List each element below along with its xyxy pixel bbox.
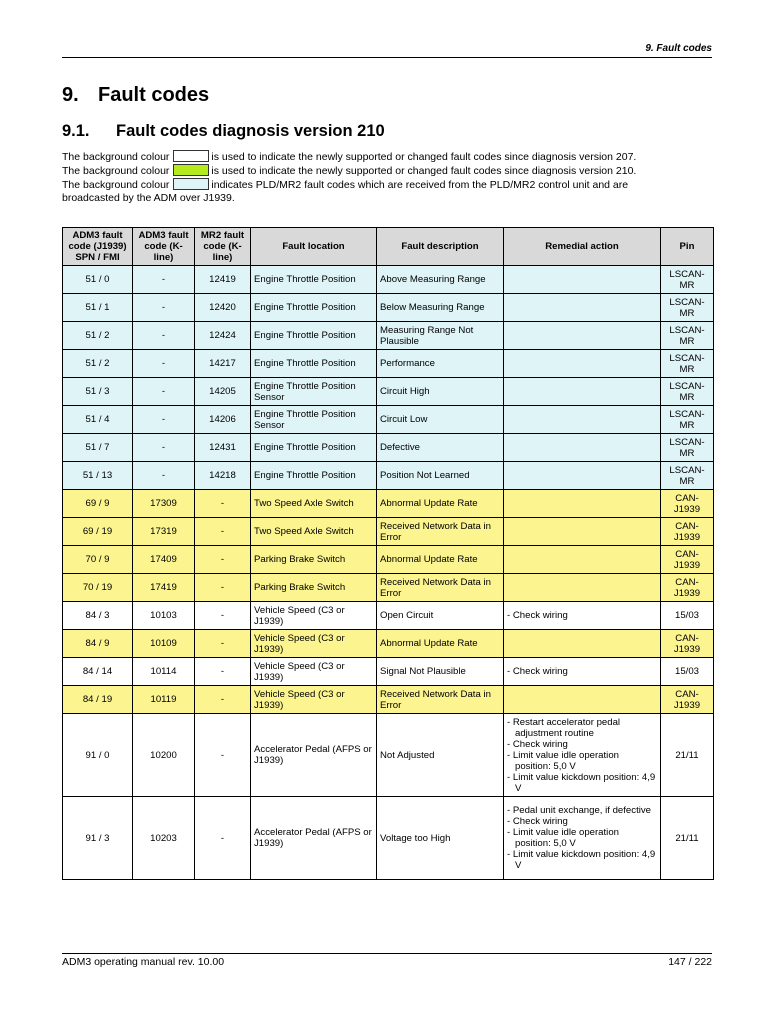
cell-mr2-code: - [195, 490, 251, 518]
cell-remedial-action [504, 686, 661, 714]
cell-mr2-code: 14217 [195, 350, 251, 378]
cell-fault-location: Parking Brake Switch [251, 574, 377, 602]
cell-remedial-action [504, 602, 661, 630]
cell-pin: LSCAN-MR [661, 266, 714, 294]
cell-remedial-action [504, 350, 661, 378]
remedy-item: - Pedal unit exchange, if defective [507, 805, 651, 816]
cell-pin: CAN-J1939 [661, 490, 714, 518]
cell-fault-location: Vehicle Speed (C3 or J1939) [251, 602, 377, 630]
cell-remedial-action [504, 797, 661, 880]
table-row [63, 546, 714, 574]
cell-mr2-code: - [195, 630, 251, 658]
cell-fault-location: Engine Throttle Position Sensor [251, 406, 377, 434]
cell-pin: LSCAN-MR [661, 294, 714, 322]
cell-mr2-code: - [195, 546, 251, 574]
cell-fault-description: Abnormal Update Rate [377, 490, 504, 518]
cell-spn-fmi: 51 / 0 [63, 266, 133, 294]
remedy-item: - Limit value idle operation position: 5,0 V [507, 827, 619, 849]
cell-remedial-action [504, 714, 661, 797]
cell-fault-description: Measuring Range Not Plausible [377, 322, 504, 350]
cell-adm3-code: - [133, 406, 195, 434]
cell-fault-description: Below Measuring Range [377, 294, 504, 322]
cell-spn-fmi: 51 / 4 [63, 406, 133, 434]
cell-fault-description: Circuit Low [377, 406, 504, 434]
cell-fault-location: Accelerator Pedal (AFPS or J1939) [251, 797, 377, 880]
cell-fault-location: Engine Throttle Position [251, 294, 377, 322]
intro-paragraph [62, 150, 712, 205]
cell-adm3-code: - [133, 266, 195, 294]
cell-spn-fmi: 51 / 13 [63, 462, 133, 490]
cell-fault-location: Two Speed Axle Switch [251, 518, 377, 546]
cell-spn-fmi: 51 / 7 [63, 434, 133, 462]
cell-adm3-code: - [133, 378, 195, 406]
section-number: 9.1. [62, 122, 90, 140]
cell-mr2-code: - [195, 686, 251, 714]
col-header-adm3: ADM3 fault code (K-line) [133, 228, 195, 266]
cell-pin: 15/03 [661, 602, 714, 630]
cell-fault-location: Engine Throttle Position [251, 350, 377, 378]
cell-fault-description: Voltage too High [377, 797, 504, 880]
page-footer [62, 953, 712, 968]
remedy-item: - Check wiring [507, 738, 568, 750]
running-head: 9. Fault codes [62, 43, 712, 58]
cell-spn-fmi: 51 / 2 [63, 350, 133, 378]
cell-mr2-code: 14218 [195, 462, 251, 490]
cell-mr2-code: - [195, 602, 251, 630]
chapter-title: Fault codes [98, 84, 210, 106]
cell-adm3-code: 10203 [133, 797, 195, 880]
col-header-spn: ADM3 fault code (J1939) SPN / FMI [63, 228, 133, 266]
cell-fault-description: Position Not Learned [377, 462, 504, 490]
remedy-item: - Check wiring [507, 666, 568, 677]
footer-page-number: 147 / 222 [668, 956, 712, 968]
cell-mr2-code: 14206 [195, 406, 251, 434]
cell-fault-description: Signal Not Plausible [377, 658, 504, 686]
cell-fault-location: Vehicle Speed (C3 or J1939) [251, 658, 377, 686]
cell-adm3-code: - [133, 350, 195, 378]
color-swatch-white [173, 150, 209, 162]
cell-spn-fmi: 51 / 2 [63, 322, 133, 350]
cell-remedial-action [504, 406, 661, 434]
cell-remedial-action [504, 490, 661, 518]
table-row [63, 350, 714, 378]
cell-fault-location: Engine Throttle Position [251, 434, 377, 462]
cell-remedial-action [504, 630, 661, 658]
cell-pin: CAN-J1939 [661, 630, 714, 658]
table-row [63, 462, 714, 490]
col-header-remedy: Remedial action [504, 228, 661, 266]
cell-pin: LSCAN-MR [661, 378, 714, 406]
cell-mr2-code: - [195, 797, 251, 880]
cell-remedial-action [504, 378, 661, 406]
table-row [63, 518, 714, 546]
cell-pin: CAN-J1939 [661, 574, 714, 602]
cell-remedial-action [504, 266, 661, 294]
cell-adm3-code: 10119 [133, 686, 195, 714]
cell-spn-fmi: 70 / 9 [63, 546, 133, 574]
cell-fault-description: Abnormal Update Rate [377, 546, 504, 574]
cell-fault-description: Received Network Data in Error [377, 518, 504, 546]
cell-fault-description: Circuit High [377, 378, 504, 406]
cell-fault-location: Engine Throttle Position [251, 266, 377, 294]
table-row [63, 378, 714, 406]
col-header-mr2: MR2 fault code (K-line) [195, 228, 251, 266]
fault-codes-table [62, 227, 714, 880]
cell-spn-fmi: 84 / 9 [63, 630, 133, 658]
cell-fault-description: Received Network Data in Error [377, 686, 504, 714]
remedy-item: - Limit value kickdown position: 4,9 V [507, 849, 656, 871]
cell-remedial-action [504, 294, 661, 322]
cell-adm3-code: - [133, 434, 195, 462]
intro-line-3: The background colour indicates PLD/MR2 fault codes which are received from the PLD/MR2 control unit and are [62, 179, 629, 191]
col-header-location: Fault location [251, 228, 377, 266]
table-row [63, 294, 714, 322]
cell-mr2-code: - [195, 518, 251, 546]
footer-manual-title: ADM3 operating manual rev. 10.00 [62, 956, 225, 968]
cell-fault-location: Vehicle Speed (C3 or J1939) [251, 630, 377, 658]
cell-fault-location: Engine Throttle Position [251, 462, 377, 490]
remedy-item: - Check wiring [507, 610, 568, 621]
cell-pin: CAN-J1939 [661, 686, 714, 714]
table-row [63, 797, 714, 880]
cell-remedial-action [504, 322, 661, 350]
table-row [63, 714, 714, 797]
cell-remedial-action [504, 546, 661, 574]
cell-fault-location: Vehicle Speed (C3 or J1939) [251, 686, 377, 714]
cell-spn-fmi: 69 / 9 [63, 490, 133, 518]
remedy-item: - Limit value kickdown position: 4,9 V [507, 771, 656, 794]
cell-spn-fmi: 69 / 19 [63, 518, 133, 546]
intro-line-2: The background colour is used to indicate the newly supported or changed fault codes since diagnosis version 210. [62, 165, 637, 177]
color-swatch-green [173, 164, 209, 176]
table-row [63, 686, 714, 714]
cell-pin: 21/11 [661, 797, 714, 880]
cell-remedial-action [504, 518, 661, 546]
cell-adm3-code: 10114 [133, 658, 195, 686]
table-row [63, 322, 714, 350]
intro-line-4: broadcasted by the ADM over J1939. [62, 192, 235, 204]
col-header-description: Fault description [377, 228, 504, 266]
cell-fault-description: Abnormal Update Rate [377, 630, 504, 658]
cell-fault-description: Above Measuring Range [377, 266, 504, 294]
cell-spn-fmi: 84 / 14 [63, 658, 133, 686]
cell-adm3-code: - [133, 294, 195, 322]
cell-mr2-code: - [195, 658, 251, 686]
cell-adm3-code: 17419 [133, 574, 195, 602]
cell-adm3-code: 17309 [133, 490, 195, 518]
cell-mr2-code: - [195, 574, 251, 602]
cell-spn-fmi: 70 / 19 [63, 574, 133, 602]
cell-mr2-code: 12420 [195, 294, 251, 322]
cell-fault-description: Received Network Data in Error [377, 574, 504, 602]
cell-spn-fmi: 84 / 3 [63, 602, 133, 630]
col-header-pin: Pin [661, 228, 714, 266]
table-row [63, 602, 714, 630]
table-row [63, 434, 714, 462]
table-row [63, 266, 714, 294]
table-row [63, 406, 714, 434]
cell-adm3-code: - [133, 462, 195, 490]
remedy-item: - Check wiring [507, 816, 568, 827]
table-row [63, 658, 714, 686]
cell-pin: 15/03 [661, 658, 714, 686]
cell-spn-fmi: 91 / 0 [63, 714, 133, 797]
chapter-heading [62, 84, 209, 107]
cell-fault-location: Two Speed Axle Switch [251, 490, 377, 518]
table-row [63, 490, 714, 518]
cell-fault-description: Defective [377, 434, 504, 462]
cell-spn-fmi: 51 / 1 [63, 294, 133, 322]
cell-remedial-action [504, 574, 661, 602]
cell-remedial-action [504, 462, 661, 490]
cell-spn-fmi: 51 / 3 [63, 378, 133, 406]
cell-pin: 21/11 [661, 714, 714, 797]
cell-spn-fmi: 91 / 3 [63, 797, 133, 880]
cell-spn-fmi: 84 / 19 [63, 686, 133, 714]
section-title: Fault codes diagnosis version 210 [116, 122, 385, 140]
cell-fault-location: Engine Throttle Position [251, 322, 377, 350]
cell-pin: CAN-J1939 [661, 546, 714, 574]
cell-pin: LSCAN-MR [661, 434, 714, 462]
cell-mr2-code: - [195, 714, 251, 797]
cell-fault-location: Engine Throttle Position Sensor [251, 378, 377, 406]
cell-pin: CAN-J1939 [661, 518, 714, 546]
table-body [63, 266, 714, 880]
cell-adm3-code: 10109 [133, 630, 195, 658]
cell-fault-location: Parking Brake Switch [251, 546, 377, 574]
cell-adm3-code: 10103 [133, 602, 195, 630]
cell-fault-location: Accelerator Pedal (AFPS or J1939) [251, 714, 377, 797]
cell-mr2-code: 12431 [195, 434, 251, 462]
remedy-item: - Restart accelerator pedal adjustment routine [507, 716, 621, 739]
cell-adm3-code: 17409 [133, 546, 195, 574]
cell-fault-description: Open Circuit [377, 602, 504, 630]
cell-adm3-code: - [133, 322, 195, 350]
cell-pin: LSCAN-MR [661, 462, 714, 490]
cell-remedial-action [504, 658, 661, 686]
cell-mr2-code: 14205 [195, 378, 251, 406]
cell-fault-description: Performance [377, 350, 504, 378]
table-row [63, 574, 714, 602]
cell-mr2-code: 12419 [195, 266, 251, 294]
table-header-row [63, 228, 714, 266]
remedy-item: - Limit value idle operation position: 5,0 V [507, 749, 619, 772]
cell-pin: LSCAN-MR [661, 350, 714, 378]
cell-adm3-code: 17319 [133, 518, 195, 546]
color-swatch-blue [173, 178, 209, 190]
section-heading [62, 122, 385, 141]
chapter-number: 9. [62, 84, 79, 106]
cell-mr2-code: 12424 [195, 322, 251, 350]
cell-pin: LSCAN-MR [661, 322, 714, 350]
cell-pin: LSCAN-MR [661, 406, 714, 434]
cell-adm3-code: 10200 [133, 714, 195, 797]
table-row [63, 630, 714, 658]
cell-remedial-action [504, 434, 661, 462]
cell-fault-description: Not Adjusted [377, 714, 504, 797]
intro-line-1: The background colour is used to indicate the newly supported or changed fault codes since diagnosis version 207. [62, 151, 637, 163]
